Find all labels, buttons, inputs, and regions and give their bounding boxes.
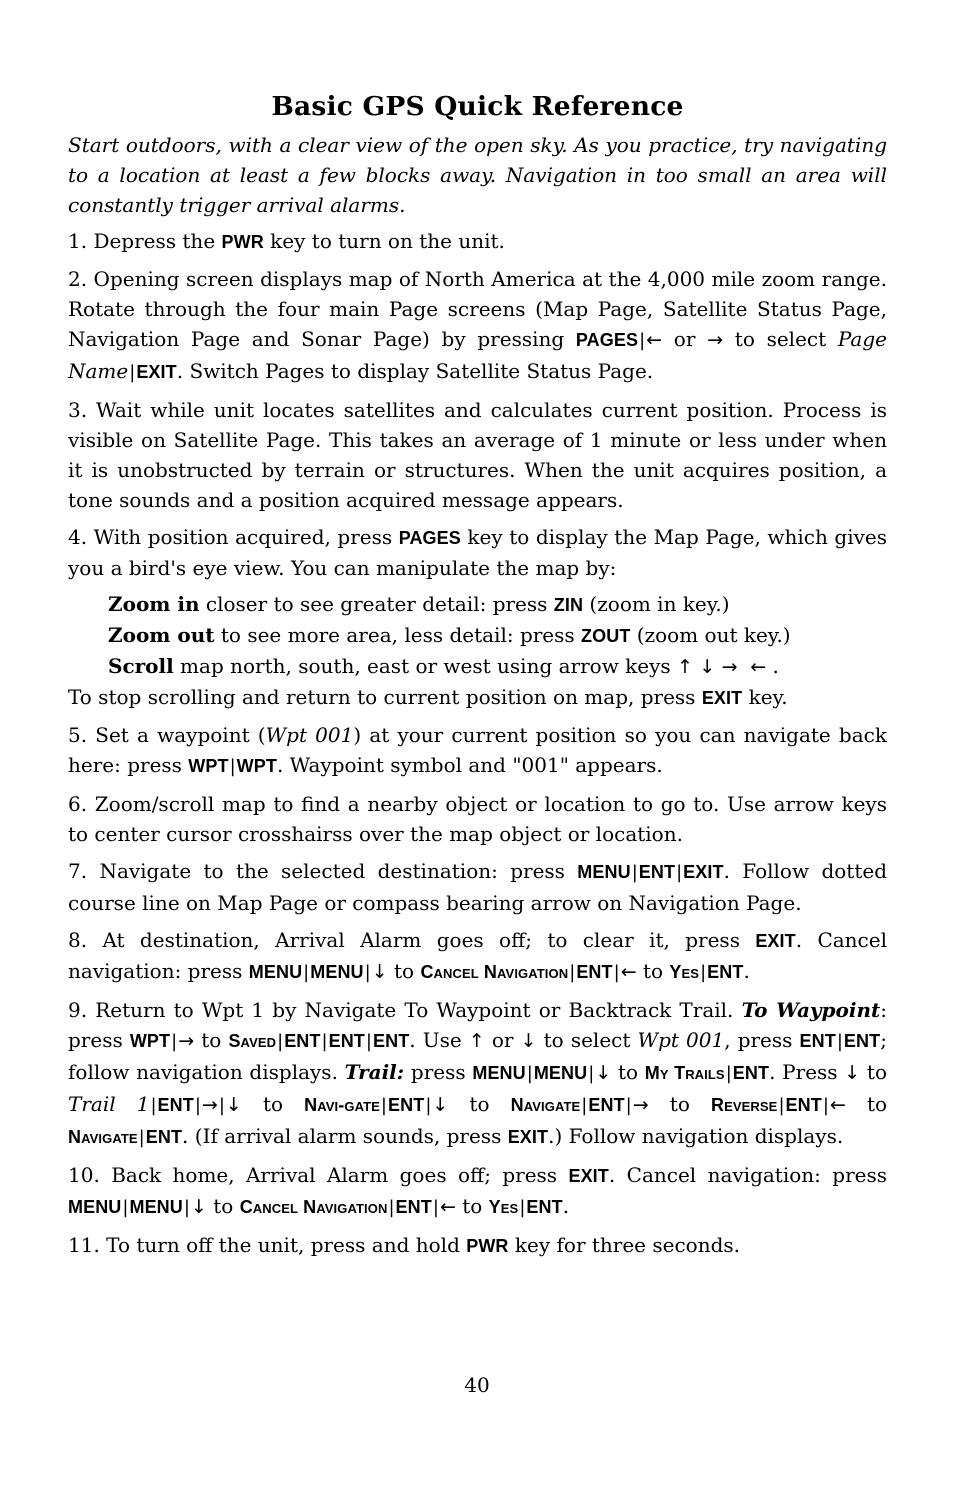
page-title: Basic GPS Quick Reference [271, 91, 684, 122]
separator: | [836, 1031, 843, 1052]
step-1: 1. Depress the PWR key to turn on the unit. [68, 229, 505, 253]
separator: | [725, 1063, 732, 1084]
separator: | [425, 1095, 432, 1116]
key-ent: ENT [799, 1031, 836, 1051]
key-exit: EXIT [136, 362, 177, 382]
key-pages: PAGES [398, 528, 461, 548]
page-number: 40 [464, 1373, 490, 1397]
arrow-down-icon: ↓ [190, 1196, 207, 1218]
menu-yes: Yes [669, 962, 700, 982]
step-9: 9. Return to Wpt 1 by Navigate To Waypoint or Backtrack Trail. To Waypoint: press WPT|→ to Saved|ENT|ENT|ENT. Use ↑ or ↓ to select Wpt 001, press ENT|ENT; follow navigation displays. Trail: press MENU|MENU|↓ to My Trails|ENT. Press ↓ to Trail 1|ENT|→|↓ to Navi-gate|ENT|↓ to Navigate|ENT|→ to Reverse|ENT|← to Navigate|ENT. (If arrival alarm sounds, press EXIT.) Follow navigation displays. [68, 998, 888, 1148]
key-ent: ENT [284, 1031, 321, 1051]
separator: | [303, 962, 310, 983]
key-exit: EXIT [701, 688, 743, 708]
key-menu: MENU [68, 1197, 122, 1217]
page-name-term: Page Name [68, 327, 887, 383]
key-menu: MENU [577, 862, 631, 882]
arrow-down-icon: ↓ [432, 1094, 449, 1116]
arrow-left-icon: ← [750, 656, 767, 678]
separator: | [364, 962, 371, 983]
zoom-in-item: Zoom in closer to see greater detail: press ZIN (zoom in key.) [108, 592, 730, 616]
key-zin: ZIN [553, 595, 584, 615]
key-ent: ENT [157, 1095, 194, 1115]
separator: | [588, 1063, 595, 1084]
separator: | [122, 1197, 129, 1218]
key-pwr: PWR [221, 232, 264, 252]
key-ent: ENT [395, 1197, 432, 1217]
separator: | [569, 962, 576, 983]
menu-yes: Yes [488, 1197, 519, 1217]
step-2: 2. Opening screen displays map of North America at the 4,000 mile zoom range. Rotate through the four main Page screens (Map Page, Satellite Status Page, Navigation Page and Sonar Page) by pressing PAGES|← or → to select Page Name|EXIT. Switch Pages to display Satellite Status Page. [68, 267, 887, 383]
separator: | [700, 962, 707, 983]
step-8: 8. At destination, Arrival Alarm goes off; to clear it, press EXIT. Cancel navigation: press MENU|MENU|↓ to Cancel Navigation|ENT|← to Yes|ENT. [68, 928, 887, 983]
separator: | [639, 330, 646, 351]
separator: | [526, 1063, 533, 1084]
arrow-down-icon: ↓ [520, 1030, 537, 1052]
key-zout: ZOUT [581, 626, 631, 646]
key-wpt: WPT [129, 1031, 171, 1051]
step-6: 6. Zoom/scroll map to find a nearby object or location to go to. Use arrow keys to center cursor crosshairss over the map object or location. [68, 792, 887, 846]
key-menu: MENU [310, 962, 364, 982]
separator: | [277, 1031, 284, 1052]
key-ent: ENT [372, 1031, 410, 1051]
step-7: 7. Navigate to the selected destination: press MENU|ENT|EXIT. Follow dotted course line on Map Page or compass bearing arrow on Navigation Page. [68, 859, 887, 915]
key-wpt: WPT [236, 756, 277, 776]
separator: | [380, 1095, 387, 1116]
separator: | [519, 1197, 526, 1218]
key-ent: ENT [843, 1031, 881, 1051]
arrow-down-icon: ↓ [371, 961, 388, 983]
step-4: 4. With position acquired, press PAGES key to display the Map Page, which gives you a bird's eye view. You can manipulate the map by: [68, 525, 887, 580]
arrow-down-icon: ↓ [225, 1094, 242, 1116]
arrow-right-icon: → [201, 1094, 218, 1116]
arrow-up-icon: ↑ [677, 656, 693, 678]
step-3: 3. Wait while unit locates satellites and calculates current position. Process is visible on Satellite Page. This takes an average of 1 minute or less under when it is unobstructed by terrain or structures. When the unit acquires position, a tone sounds and a position acquired message appears. [68, 398, 887, 512]
separator: | [613, 962, 620, 983]
separator: | [218, 1095, 225, 1116]
key-ent: ENT [576, 962, 613, 982]
key-exit: EXIT [568, 1166, 609, 1186]
step-5: 5. Set a waypoint (Wpt 001) at your current position so you can navigate back here: press WPT|WPT. Waypoint symbol and "001" appears. [68, 723, 887, 777]
separator: | [581, 1095, 588, 1116]
key-menu: MENU [248, 962, 303, 982]
arrow-left-icon: ← [646, 329, 663, 351]
menu-saved: Saved [228, 1031, 277, 1051]
menu-navigate: Navigate [68, 1127, 138, 1147]
separator: | [194, 1095, 201, 1116]
key-ent: ENT [785, 1095, 822, 1115]
arrow-left-icon: ← [829, 1094, 846, 1116]
arrow-right-icon: → [707, 329, 724, 351]
key-wpt: WPT [188, 756, 229, 776]
key-ent: ENT [732, 1063, 770, 1083]
separator: | [676, 862, 683, 883]
key-pwr: PWR [466, 1236, 509, 1256]
separator: | [229, 756, 236, 777]
key-exit: EXIT [683, 862, 724, 882]
arrow-down-icon: ↓ [844, 1062, 861, 1084]
arrow-down-icon: ↓ [699, 656, 716, 678]
separator: | [321, 1031, 328, 1052]
key-exit: EXIT [755, 931, 796, 951]
menu-navigate: Navigate [510, 1095, 581, 1115]
arrow-up-icon: ↑ [468, 1030, 485, 1052]
separator: | [432, 1197, 439, 1218]
key-ent: ENT [707, 962, 744, 982]
separator: | [138, 1127, 145, 1148]
separator: | [388, 1197, 395, 1218]
stop-scroll-line: To stop scrolling and return to current position on map, press EXIT key. [68, 685, 788, 709]
menu-cancel-navigation: Cancel Navigation [420, 962, 569, 982]
separator: | [778, 1095, 785, 1116]
menu-gate: gate [344, 1095, 380, 1115]
step-11: 11. To turn off the unit, press and hold PWR key for three seconds. [68, 1233, 741, 1257]
menu-navi: Navi- [304, 1095, 345, 1115]
key-ent: ENT [145, 1127, 183, 1147]
key-ent: ENT [328, 1031, 365, 1051]
menu-reverse: Reverse [710, 1095, 778, 1115]
key-ent: ENT [588, 1095, 625, 1115]
arrow-left-icon: ← [620, 961, 637, 983]
arrow-down-icon: ↓ [595, 1062, 612, 1084]
page-content [68, 90, 887, 1268]
intro-paragraph: Start outdoors, with a clear view of the open sky. As you practice, try navigating to a location at least a few blocks away. Navigation in too small an area will constantly trigger arrival alarms. [68, 133, 887, 217]
zoom-out-item: Zoom out to see more area, less detail: press ZOUT (zoom out key.) [108, 623, 791, 647]
separator: | [625, 1095, 632, 1116]
separator: | [822, 1095, 829, 1116]
separator: | [129, 362, 136, 383]
key-ent: ENT [526, 1197, 563, 1217]
key-menu: MENU [533, 1063, 588, 1083]
arrow-right-icon: → [178, 1030, 195, 1052]
key-menu: MENU [129, 1197, 183, 1217]
menu-cancel-navigation: Cancel Navigation [239, 1197, 388, 1217]
separator: | [171, 1031, 178, 1052]
arrow-right-icon: → [632, 1094, 649, 1116]
key-ent: ENT [388, 1095, 425, 1115]
separator: | [183, 1197, 190, 1218]
scroll-item: Scroll map north, south, east or west using arrow keys ↑ ↓ → ← . [108, 654, 779, 678]
arrow-left-icon: ← [439, 1196, 456, 1218]
separator: | [365, 1031, 372, 1052]
menu-my-trails: My Trails [644, 1063, 725, 1083]
key-menu: MENU [472, 1063, 526, 1083]
separator: | [150, 1095, 157, 1116]
key-exit: EXIT [507, 1127, 549, 1147]
step-10: 10. Back home, Arrival Alarm goes off; press EXIT. Cancel navigation: press MENU|MENU|↓ to Cancel Navigation|ENT|← to Yes|ENT. [68, 1163, 887, 1218]
key-pages: PAGES [575, 330, 639, 350]
key-ent: ENT [638, 862, 676, 882]
arrow-right-icon: → [721, 656, 738, 678]
separator: | [631, 862, 638, 883]
